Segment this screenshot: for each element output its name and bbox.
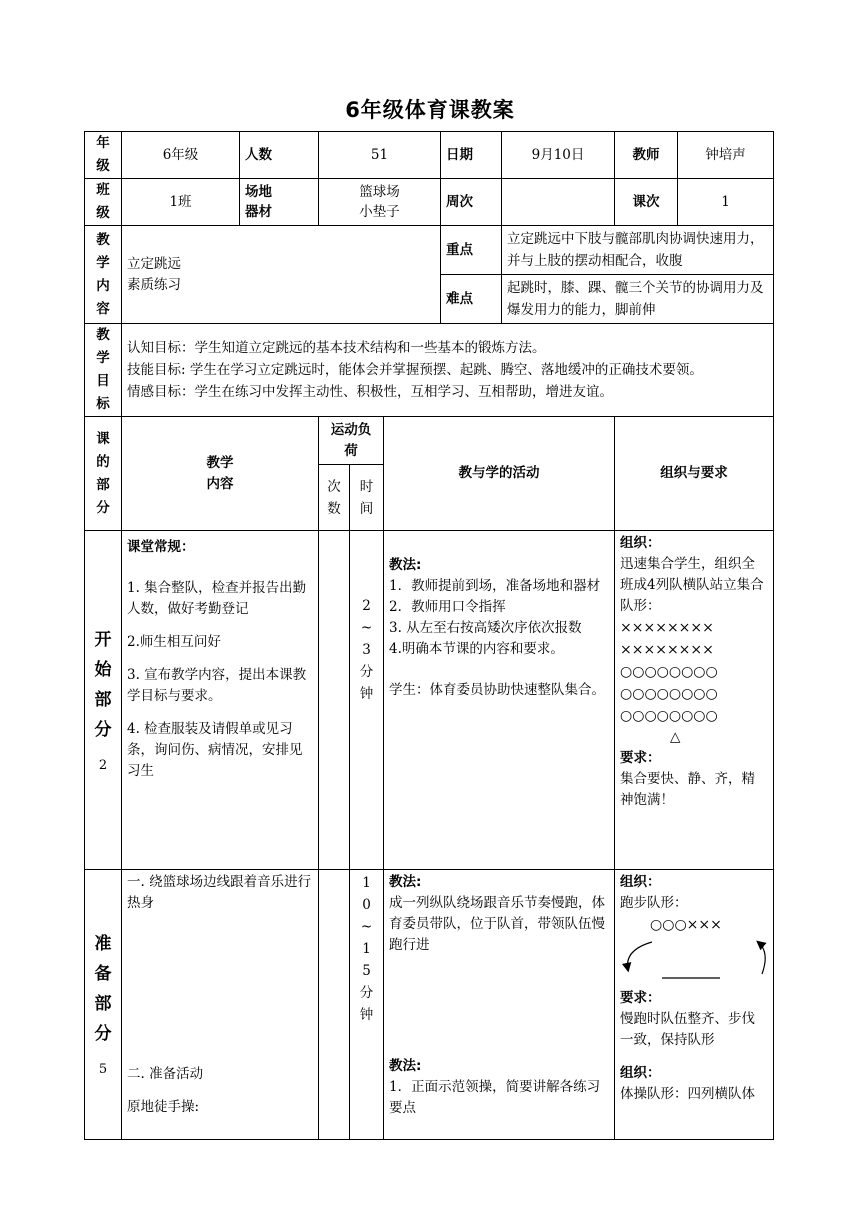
goals-row [85, 324, 774, 417]
start-teach-4: 4.明确本节课的内容和要求。 [389, 641, 564, 657]
start-req-text: 集合要快、静、齐，精神饱满！ [620, 771, 756, 808]
content-row-1 [85, 226, 774, 275]
start-section-row [85, 531, 774, 870]
teacher-triangle-icon: △ [670, 729, 681, 745]
prep-org-text-2: 体操队形：四列横队体 [620, 1086, 756, 1102]
prep-time: 1 0 ~ 1 5 分 钟 [350, 870, 384, 1140]
content-label: 教 学 内 容 [85, 226, 122, 324]
col-content-label: 教学 内容 [122, 417, 319, 531]
prep-section-row [85, 870, 774, 1140]
prep-teach-text: 成一列纵队绕场跟音乐节奏慢跑，体育委员带队，位于队首，带领队伍慢跑行进 [389, 895, 605, 953]
goal-cognitive: 认知目标：学生知道立定跳远的基本技术结构和一些基本的锻炼方法。 [127, 340, 546, 356]
start-content [122, 531, 319, 870]
run-formation: ○○○××× [650, 917, 722, 933]
lesson-value: 1 [678, 179, 774, 226]
date-label: 日期 [441, 132, 502, 179]
teacher-label: 教师 [615, 132, 678, 179]
venue-value: 篮球场 小垫子 [319, 179, 441, 226]
page-title: 6年级体育课教案 [345, 98, 515, 122]
goals-label: 教 学 目 标 [85, 324, 122, 417]
lesson-plan-table [84, 131, 774, 1140]
prep-req-text: 慢跑时队伍整齐、步伐一致，保持队形 [620, 1011, 756, 1048]
start-item-3: 3. 宣布教学内容，提出本课教学目标与要求。 [127, 667, 307, 704]
content-lines: 立定跳远 素质练习 [122, 226, 441, 324]
header-row-2 [85, 179, 774, 226]
teacher-value: 钟培声 [678, 132, 774, 179]
prep-org-text: 跑步队形： [620, 895, 688, 911]
prep-section-label: 准 备 部 分 5 [85, 870, 122, 1140]
goal-affective: 情感目标：学生在练习中发挥主动性、积极性，互相学习、互相帮助，增进友谊。 [127, 384, 613, 400]
start-org: 组织： 迅速集合学生，组织全班成4列队横队站立集合队形： ×××××××× ×××××××× ○○○○○○○○ ○○○○○○○○ ○○○○○○○○ △ 要求： 集合要快、静、齐，精神饱满！ [615, 531, 774, 870]
start-activity: 教法: 1．教师提前到场，准备场地和器材 2．教师用口令指挥 3. 从左至右按高矮次序依次报数 4.明确本节课的内容和要求。 学生：体育委员协助快速整队集合。 [384, 531, 615, 870]
start-item-4: 4. 检查服装及请假单或见习条，询问伤、病情况，安排见习生 [127, 721, 303, 779]
class-value: 1班 [122, 179, 240, 226]
grade-value: 6年级 [122, 132, 240, 179]
start-time: 2 ~ 3 分 钟 [350, 531, 384, 870]
goals-lines [122, 324, 774, 417]
columns-header-row-1 [85, 417, 774, 465]
week-label: 周次 [441, 179, 502, 226]
formation-row-4: ○○○○○○○○ [620, 686, 718, 702]
prep-item-2: 二. 准备活动 [127, 1066, 204, 1082]
prep-teach-text-2: 1．正面示范领操，简要讲解各练习要点 [389, 1079, 601, 1116]
running-loop-diagram [620, 938, 770, 982]
grade-label: 年 级 [85, 132, 122, 179]
difficulty-text: 起跳时，膝、踝、髋三个关节的协调用力及爆发用力的能力，脚前伸 [502, 275, 774, 324]
formation-row-2: ×××××××× [620, 642, 714, 658]
start-teach-3: 3. 从左至右按高矮次序依次报数 [389, 620, 582, 636]
lesson-label: 课次 [615, 179, 678, 226]
key-label: 重点 [441, 226, 502, 275]
date-value: 9月10日 [502, 132, 615, 179]
class-label: 班 级 [85, 179, 122, 226]
people-label: 人数 [240, 132, 319, 179]
formation-row-5: ○○○○○○○○ [620, 708, 718, 724]
col-load-label: 运动负 荷 [319, 417, 384, 465]
prep-activity: 教法: 成一列纵队绕场跟音乐节奏慢跑，体育委员带队，位于队首，带领队伍慢跑行进 教法: 1．正面示范领操，简要讲解各练习要点 [384, 870, 615, 1140]
prep-org: 组织： 跑步队形： ○○○××× 要求： 慢跑时队伍整齐、步伐一致，保持队形 组织： 体操队形：四列横队体 [615, 870, 774, 1140]
difficulty-label: 难点 [441, 275, 502, 324]
col-org-label: 组织与要求 [615, 417, 774, 531]
col-part-label: 课 的 部 分 [85, 417, 122, 531]
start-item-2: 2.师生相互问好 [127, 634, 221, 650]
start-student-text: 学生：体育委员协助快速整队集合。 [389, 682, 605, 698]
key-text: 立定跳远中下肢与髋部肌肉协调快速用力，并与上肢的摆动相配合，收腹 [502, 226, 774, 275]
start-section-label: 开 始 部 分 2 [85, 531, 122, 870]
people-value: 51 [319, 132, 441, 179]
start-times [319, 531, 350, 870]
formation-row-1: ×××××××× [620, 620, 714, 636]
start-teach-2: 2．教师用口令指挥 [389, 599, 506, 615]
col-duration-label: 时 间 [350, 465, 384, 531]
routine-title: 课堂常规： [127, 539, 195, 555]
prep-item-3: 原地徒手操: [127, 1099, 200, 1115]
week-value [502, 179, 615, 226]
start-org-text: 迅速集合学生，组织全班成4列队横队站立集合队形： [620, 556, 764, 614]
venue-label: 场地 器材 [240, 179, 319, 226]
col-times-label: 次 数 [319, 465, 350, 531]
prep-times [319, 870, 350, 1140]
col-activity-label: 教与学的活动 [384, 417, 615, 531]
start-teach-1: 1．教师提前到场，准备场地和器材 [389, 578, 601, 594]
start-item-1: 1. 集合整队，检查并报告出勤人数，做好考勤登记 [127, 580, 307, 617]
header-row-1 [85, 132, 774, 179]
prep-item-1: 一. 绕篮球场边线跟着音乐进行热身 [127, 874, 312, 911]
goal-skill: 技能目标: 学生在学习立定跳远时，能体会并掌握预摆、起跳、腾空、落地缓冲的正确技术要领。 [127, 362, 703, 378]
formation-row-3: ○○○○○○○○ [620, 664, 718, 680]
prep-content [122, 870, 319, 1140]
